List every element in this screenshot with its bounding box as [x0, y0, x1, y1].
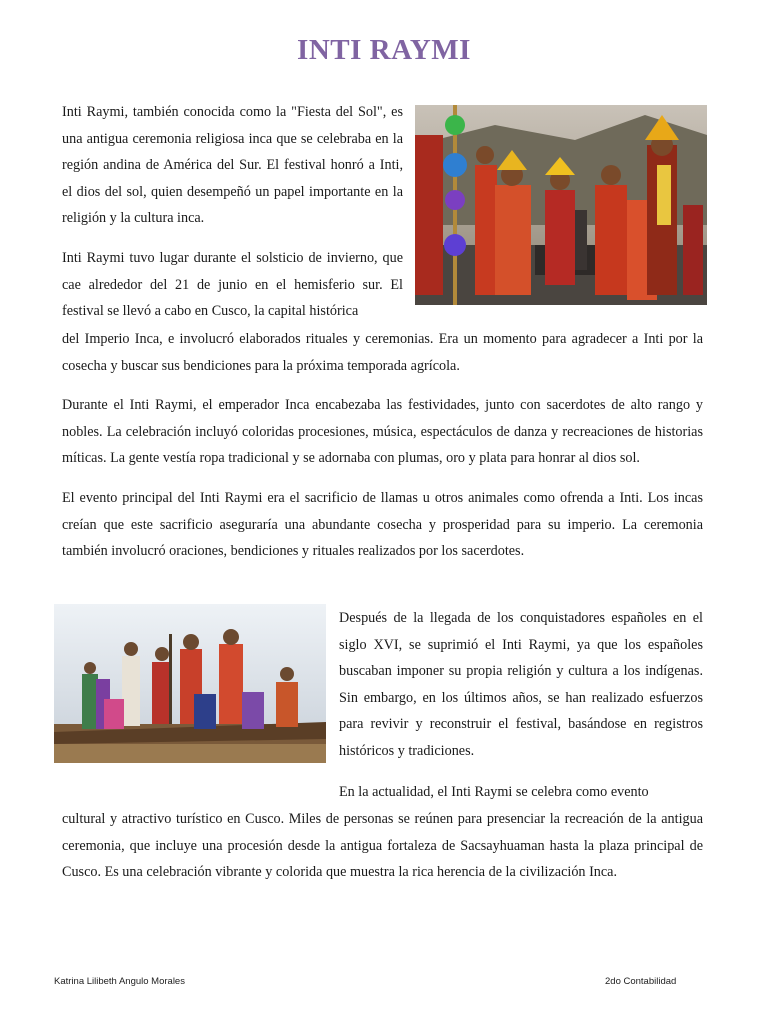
page-title: INTI RAYMI: [297, 34, 471, 66]
paragraph-4: El evento principal del Inti Raymi era el sacrificio de llamas u otros animales como ofrenda a Inti. Los incas creían que este sacrificio aseguraría una abundante cosecha y prosperidad para su imperio. La ceremonia también involucró oraciones, bendiciones y rituales realizados por los sacerdotes.: [62, 489, 703, 560]
inti-raymi-performers-photo: [54, 604, 326, 763]
footer-author: Katrina Lilibeth Angulo Morales: [54, 976, 185, 987]
paragraph-6-top: En la actualidad, el Inti Raymi se celebra como evento: [339, 784, 649, 800]
paragraph-1: Inti Raymi, también conocida como la "Fiesta del Sol", es una antigua ceremonia religiosa inca que se celebraba en la región andina de América del Sur. El festival honró a Inti, el dios del sol, quien desempeñó un papel importante en la religión y la cultura inca.: [62, 104, 403, 227]
paragraph-5: Después de la llegada de los conquistadores españoles en el siglo XVI, se suprimió el Inti Raymi, ya que los españoles buscaban imponer su propia religión y cultura a los indígenas. Sin embargo, en los últimos años, se han realizado esfuerzos para revivir y reconstruir el festival, basándose en registros históricos y tradiciones.: [339, 610, 703, 759]
inti-raymi-ceremony-photo: [415, 105, 707, 305]
footer-course: 2do Contabilidad: [605, 976, 677, 987]
paragraph-6-bottom: cultural y atractivo turístico en Cusco. Miles de personas se reúnen para presenciar la recreación de la antigua ceremonia, que incluye una procesión desde la antigua fortaleza de Sacsayhuaman hasta la plaza principal de Cusco. Es una celebración vibrante y colorida que muestra la rica herencia de la civilización Inca.: [62, 811, 703, 881]
paragraph-2-top: Inti Raymi tuvo lugar durante el solsticio de invierno, que cae alrededor del 21 de junio en el hemisferio sur. El festival se llevó a cabo en Cusco, la capital histórica: [62, 250, 403, 320]
paragraph-3: Durante el Inti Raymi, el emperador Inca encabezaba las festividades, junto con sacerdotes de alto rango y nobles. La celebración incluyó coloridas procesiones, música, espectáculos de danza y recreaciones de historias míticas. La gente vestía ropa tradicional y se adornaba con plumas, oro y plata para honrar al dios sol.: [62, 397, 703, 467]
full-width-text-block-1: [62, 326, 703, 565]
paragraph-2-bottom: del Imperio Inca, e involucró elaborados rituales y ceremonias. Era un momento para agradecer a Inti por la cosecha y buscar sus bendiciones para la próxima temporada agrícola.: [62, 331, 703, 374]
